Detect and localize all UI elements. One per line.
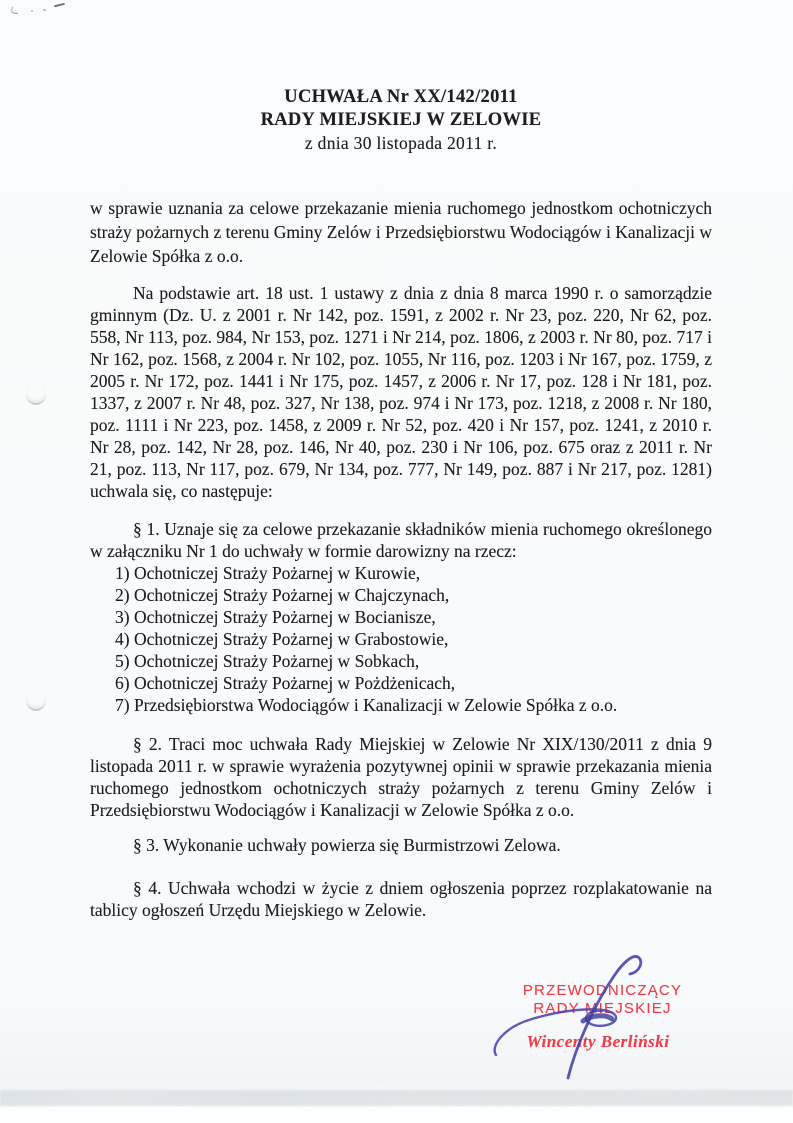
resolution-number: UCHWAŁA Nr XX/142/2011 bbox=[284, 87, 518, 107]
list-item: 6) Ochotniczej Straży Pożarnej w Pożdżenicach, bbox=[115, 673, 456, 693]
recipients-list bbox=[90, 562, 712, 716]
list-item: 7) Przedsiębiorstwa Wodociągów i Kanalizacji w Zelowie Spółka z o.o. bbox=[115, 695, 618, 715]
subject-paragraph: w sprawie uznania za celowe przekazanie mienia ruchomego jednostkom ochotniczych straży pożarnych z terenu Gminy Zelów i Przedsiębiorstwu Wodociągów i Kanalizacji w Zelowie Spółka z o.o. bbox=[90, 198, 712, 266]
legal-basis-paragraph: Na podstawie art. 18 ust. 1 ustawy z dnia z dnia 8 marca 1990 r. o samorządzie gminnym (Dz. U. z 2001 r. Nr 142, poz. 1591, z 2002 r. Nr 23, poz. 220, Nr 62, poz. 558, Nr 113, poz. 984, Nr 153, poz. 1271 i Nr 214, poz. 1806, z 2003 r. Nr 80, poz. 717 i Nr 162, poz. 1568, z 2004 r. Nr 102, poz. 1055, Nr 116, poz. 1203 i Nr 167, poz. 1759, z 2005 r. Nr 172, poz. 1441 i Nr 175, poz. 1457, z 2006 r. Nr 17, poz. 128 i Nr 181, poz. 1337, z 2007 r. Nr 48, poz. 327, Nr 138, poz. 974 i Nr 173, poz. 1218, z 2008 r. Nr 180, poz. 1111 i Nr 223, poz. 1458, z 2009 r. Nr 52, poz. 420 i Nr 157, poz. 1241, z 2010 r. Nr 28, poz. 142, Nr 28, poz. 146, Nr 40, poz. 230 i Nr 106, poz. 675 oraz z 2011 r. Nr 21, poz. 113, Nr 117, poz. 679, Nr 134, poz. 777, Nr 149, poz. 887 i Nr 217, poz. 1281) uchwala się, co następuje: bbox=[90, 283, 712, 501]
list-item: 5) Ochotniczej Straży Pożarnej w Sobkach, bbox=[115, 651, 420, 671]
stamp-title-line2: RADY MIEJSKIEJ bbox=[533, 1000, 672, 1017]
resolution-date: z dnia 30 listopada 2011 r. bbox=[304, 133, 498, 153]
scan-shadow-band bbox=[0, 1090, 793, 1106]
section-1-intro: § 1. Uznaje się za celowe przekazanie składników mienia ruchomego określonego w załączniku Nr 1 do uchwały w formie darowizny na rzecz: bbox=[90, 519, 712, 561]
list-item: 1) Ochotniczej Straży Pożarnej w Kurowie, bbox=[115, 563, 421, 583]
stamp-signer-name: Wincenty Berliński bbox=[526, 1032, 670, 1051]
stamp-title-line1: PRZEWODNICZĄCY bbox=[522, 982, 683, 999]
section-4: § 4. Uchwała wchodzi w życie z dniem ogłoszenia poprzez rozplakatowanie na tablicy ogłoszeń Urzędu Miejskiego w Zelowie. bbox=[90, 878, 712, 920]
scan-bottom-edge bbox=[0, 1107, 793, 1123]
document-heading bbox=[90, 86, 712, 155]
section-2: § 2. Traci moc uchwała Rady Miejskiej w Zelowie Nr XIX/130/2011 z dnia 9 listopada 2011 r. w sprawie wyrażenia pozytywnej opinii w sprawie przekazania mienia ruchomego jednostkom ochotniczych straży pożarnych z terenu Gminy Zelów i Przedsiębiorstwu Wodociągów i Kanalizacji w Zelowie Spółka z o.o. bbox=[90, 734, 712, 820]
list-item: 4) Ochotniczej Straży Pożarnej w Grabostowie, bbox=[115, 629, 449, 649]
council-name: RADY MIEJSKIEJ W ZELOWIE bbox=[260, 110, 542, 130]
hole-punch-mark bbox=[26, 690, 46, 711]
signature-ink bbox=[480, 928, 705, 1088]
scan-speck bbox=[43, 9, 46, 11]
hole-punch-mark bbox=[26, 384, 46, 405]
scan-speck bbox=[31, 10, 33, 12]
list-item: 3) Ochotniczej Straży Pożarnej w Bocianisze, bbox=[115, 607, 436, 627]
list-item: 2) Ochotniczej Straży Pożarnej w Chajczynach, bbox=[115, 585, 450, 605]
section-3: § 3. Wykonanie uchwały powierza się Burmistrzowi Zelowa. bbox=[133, 835, 561, 855]
